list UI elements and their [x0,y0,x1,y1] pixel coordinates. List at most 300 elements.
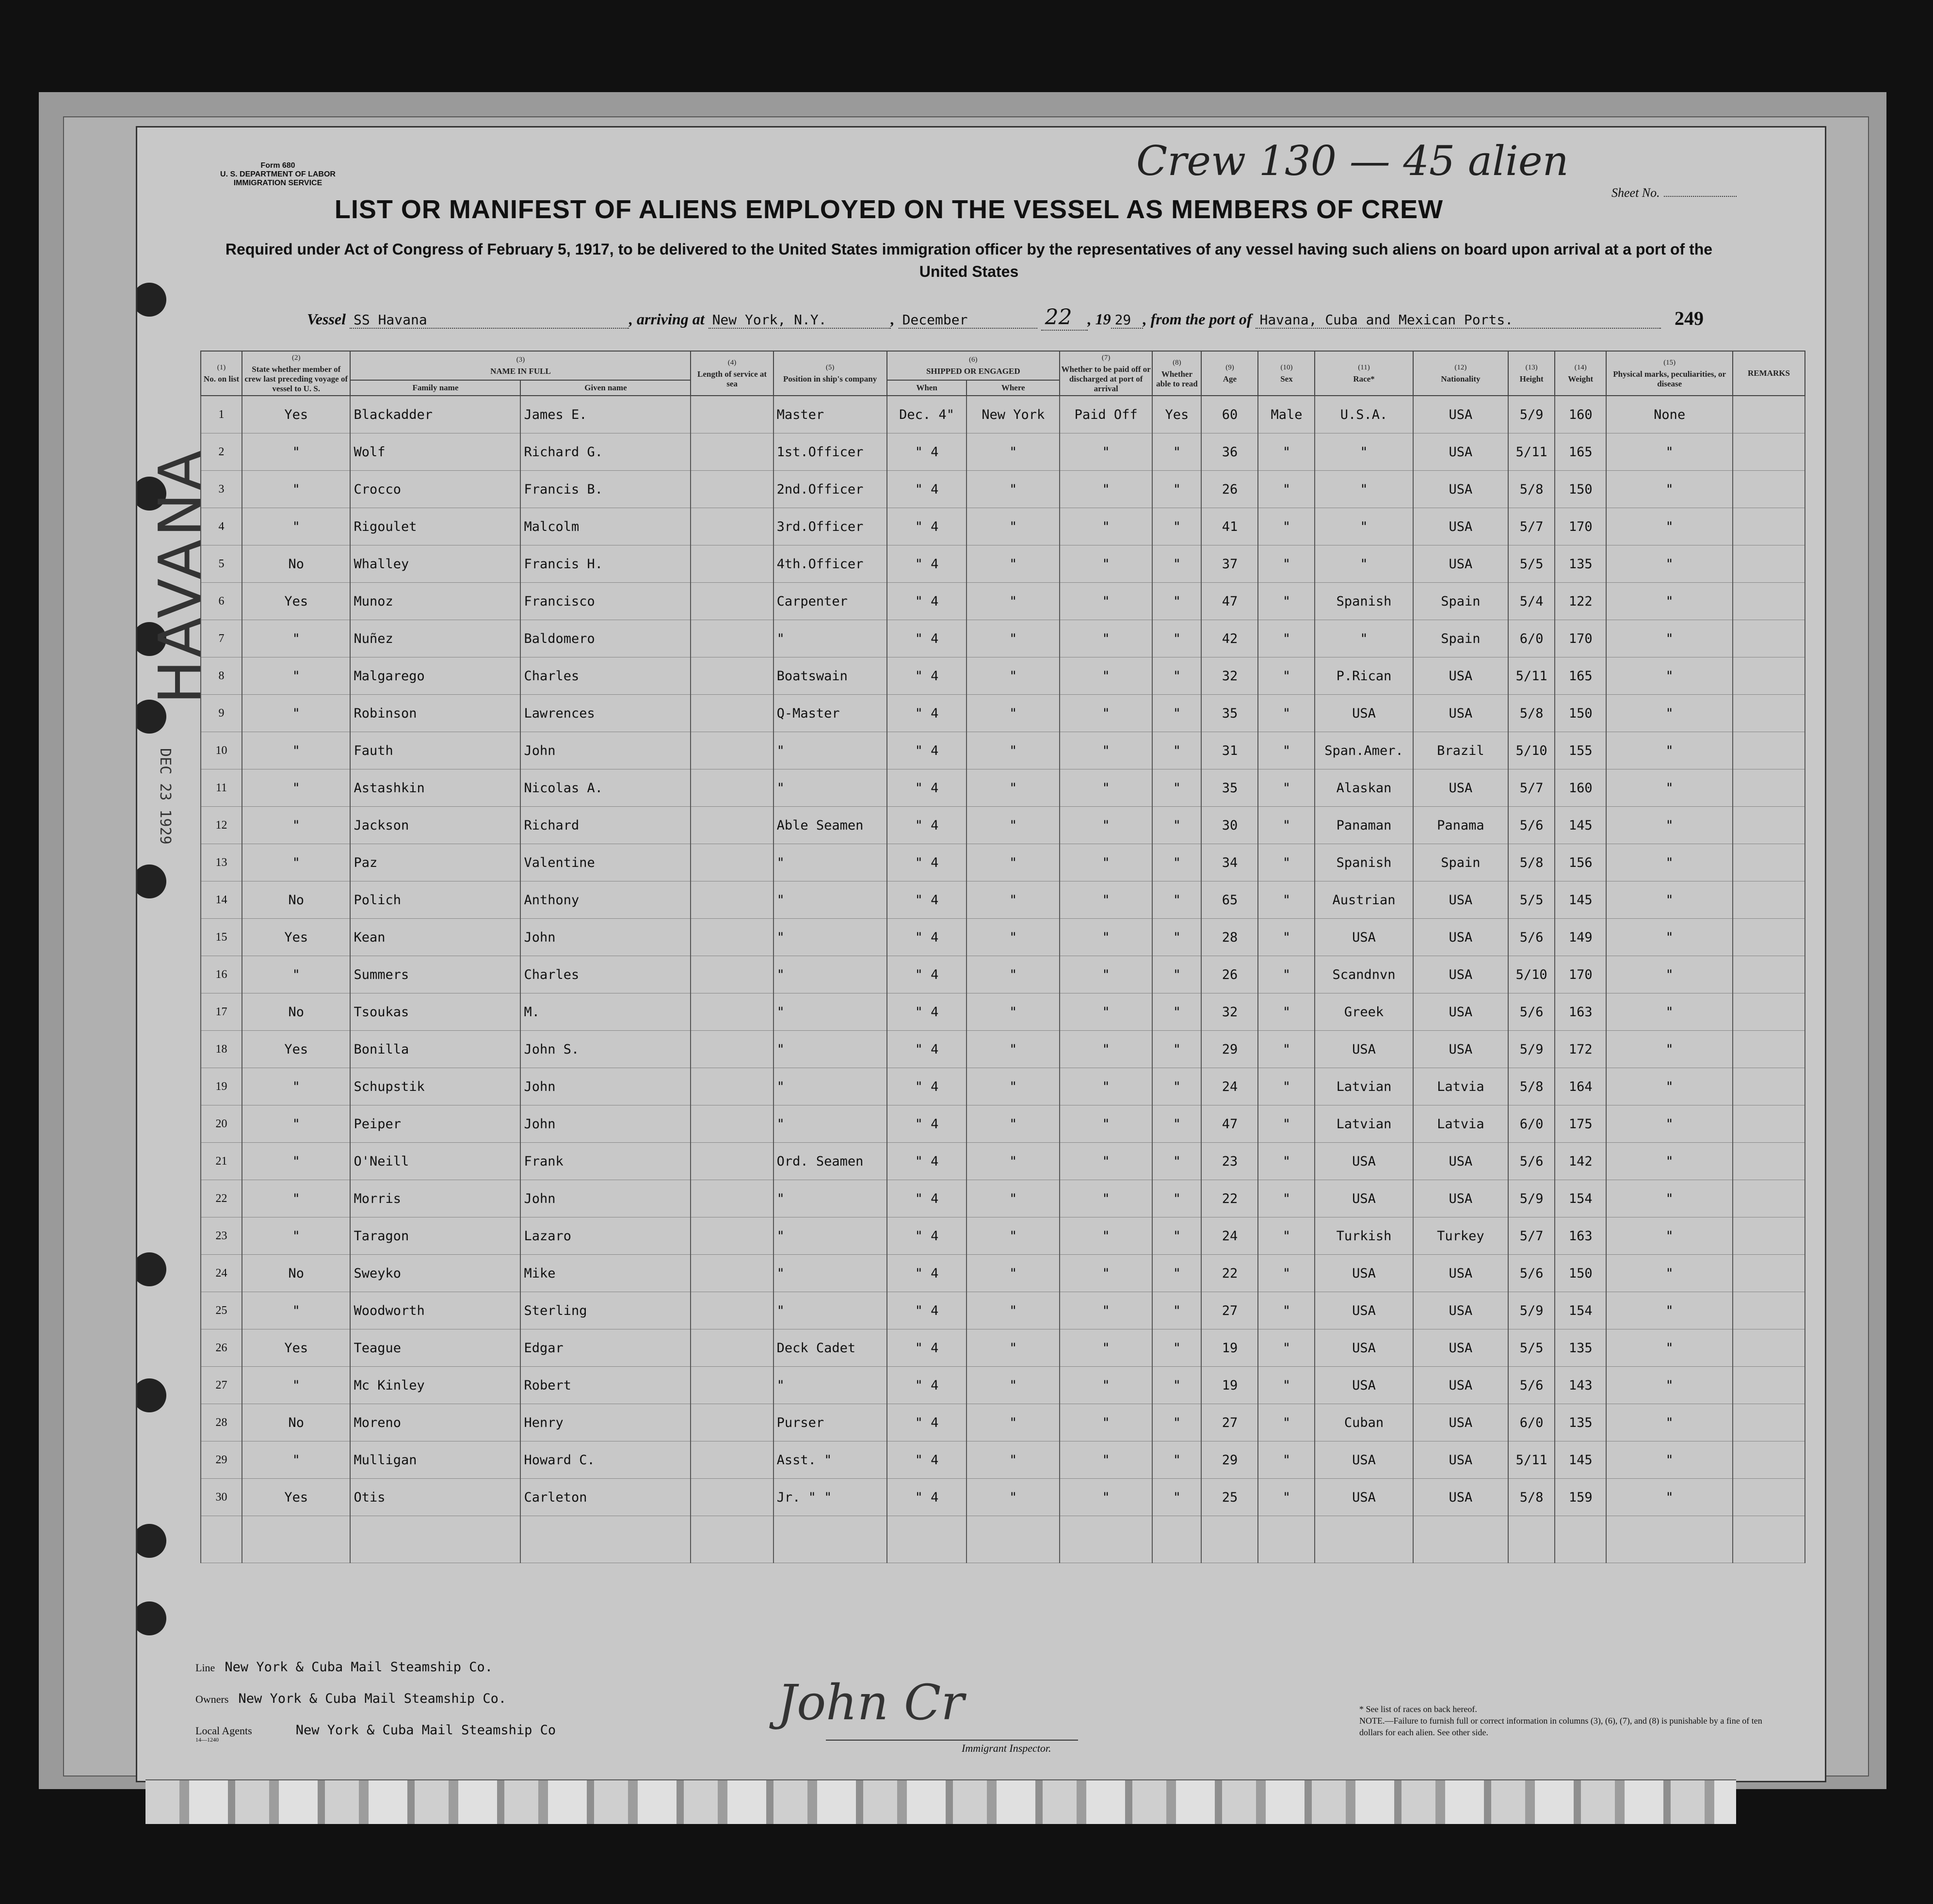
cell-physical-marks: " [1606,844,1733,881]
cell-last-voyage: " [242,1217,350,1255]
form-service: IMMIGRATION SERVICE [233,179,322,187]
table-row [201,1441,1805,1479]
cell-last-voyage: " [242,433,350,471]
cell-given-name: John [520,1180,691,1217]
cell-race: P.Rican [1315,657,1413,695]
cell-can-read: " [1152,620,1201,657]
cell-weight: 135 [1555,545,1606,583]
cell-when: " 4 [887,695,967,732]
cell-weight: 150 [1555,471,1606,508]
cell-no: 6 [201,583,242,620]
table-row [201,807,1805,844]
cell-given-name: John S. [520,1031,691,1068]
cell-when: " 4 [887,583,967,620]
cell-sex: " [1258,1329,1315,1367]
table-row [201,1292,1805,1329]
cell-race: Spanish [1315,844,1413,881]
cell-position: " [773,1180,887,1217]
cell-height: 5/10 [1508,956,1555,993]
cell-remarks [1733,1105,1805,1143]
table-row [201,1479,1805,1516]
cell-where: " [966,1031,1059,1068]
cell-can-read: " [1152,844,1201,881]
cell-weight: 165 [1555,433,1606,471]
cell-race: USA [1315,1441,1413,1479]
cell-sex: " [1258,1255,1315,1292]
cell-can-read: " [1152,881,1201,919]
cell-where: " [966,769,1059,807]
cell-weight: 170 [1555,956,1606,993]
cell-race: U.S.A. [1315,396,1413,433]
cell-remarks [1733,1180,1805,1217]
cell-family-name: Mulligan [350,1441,520,1479]
cell-height: 5/9 [1508,1180,1555,1217]
cell-where: " [966,807,1059,844]
vessel-line: Vessel SS Havana , arriving at New York, N.Y. , December 22 , 19 29 , from the port of Havana, Cuba and Mexican Ports. [307,305,1826,331]
cell-physical-marks: " [1606,1367,1733,1404]
cell-sex: " [1258,508,1315,545]
cell-position: " [773,1292,887,1329]
cell-where: " [966,1479,1059,1516]
cell-height: 5/8 [1508,1479,1555,1516]
cell-nationality: USA [1413,1031,1509,1068]
blank-row [201,1516,1805,1563]
cell-last-voyage: No [242,1404,350,1441]
cell-paid-off: Paid Off [1060,396,1152,433]
cell-nationality: Spain [1413,583,1509,620]
cell-can-read: " [1152,919,1201,956]
cell-nationality: USA [1413,1404,1509,1441]
cell-no: 19 [201,1068,242,1105]
cell-height: 5/9 [1508,396,1555,433]
cell-where: " [966,471,1059,508]
cell-can-read: " [1152,993,1201,1031]
cell-when: " 4 [887,769,967,807]
cell-position: Master [773,396,887,433]
cell-paid-off: " [1060,1479,1152,1516]
col-header-paid-off: (7) Whether to be paid off or discharged at port of arrival [1060,351,1152,396]
cell-height: 5/10 [1508,732,1555,769]
cell-nationality: USA [1413,433,1509,471]
table-row [201,844,1805,881]
cell-position: 4th.Officer [773,545,887,583]
cell-when: " 4 [887,471,967,508]
table-row [201,1105,1805,1143]
cell-age: 27 [1201,1404,1258,1441]
cell-given-name: John [520,1068,691,1105]
cell-paid-off: " [1060,1068,1152,1105]
table-row [201,1068,1805,1105]
cell-where: " [966,1404,1059,1441]
arrival-month: December [899,312,1037,329]
table-row [201,1143,1805,1180]
table-row [201,1217,1805,1255]
cell-race: Latvian [1315,1105,1413,1143]
cell-no: 27 [201,1367,242,1404]
table-row [201,993,1805,1031]
cell-last-voyage: " [242,1441,350,1479]
cell-paid-off: " [1060,1329,1152,1367]
cell-paid-off: " [1060,844,1152,881]
cell-position: " [773,1217,887,1255]
owners-label: Owners [195,1693,229,1705]
cell-remarks [1733,807,1805,844]
cell-race: USA [1315,919,1413,956]
footer-agents-row [195,1723,556,1738]
cell-physical-marks: " [1606,1292,1733,1329]
cell-family-name: Moreno [350,1404,520,1441]
cell-sex: " [1258,620,1315,657]
cell-height: 5/6 [1508,919,1555,956]
col-header-name: (3) NAME IN FULL [350,351,691,380]
cell-race: Panaman [1315,807,1413,844]
cell-last-voyage: " [242,620,350,657]
cell-race: USA [1315,1255,1413,1292]
cell-family-name: Whalley [350,545,520,583]
cell-height: 6/0 [1508,1105,1555,1143]
cell-where: New York [966,396,1059,433]
cell-remarks [1733,508,1805,545]
cell-given-name: Francis B. [520,471,691,508]
cell-can-read: " [1152,433,1201,471]
cell-given-name: Richard G. [520,433,691,471]
cell-given-name: Malcolm [520,508,691,545]
cell-age: 34 [1201,844,1258,881]
cell-when: " 4 [887,1292,967,1329]
cell-no: 3 [201,471,242,508]
cell-position: " [773,1031,887,1068]
cell-when: " 4 [887,433,967,471]
agents-label: Local Agents [195,1725,252,1737]
cell-age: 19 [1201,1367,1258,1404]
cell-family-name: Munoz [350,583,520,620]
cell-can-read: " [1152,657,1201,695]
cell-last-voyage: " [242,1143,350,1180]
cell-last-voyage: " [242,769,350,807]
cell-paid-off: " [1060,433,1152,471]
table-row [201,545,1805,583]
cell-paid-off: " [1060,1105,1152,1143]
cell-family-name: Teague [350,1329,520,1367]
cell-given-name: Charles [520,956,691,993]
cell-when: " 4 [887,732,967,769]
cell-no: 5 [201,545,242,583]
cell-paid-off: " [1060,1180,1152,1217]
cell-height: 6/0 [1508,1404,1555,1441]
cell-given-name: Nicolas A. [520,769,691,807]
cell-nationality: Spain [1413,620,1509,657]
table-row [201,1404,1805,1441]
cell-where: " [966,993,1059,1031]
table-row [201,433,1805,471]
cell-where: " [966,1143,1059,1180]
cell-paid-off: " [1060,769,1152,807]
cell-paid-off: " [1060,545,1152,583]
table-row [201,583,1805,620]
table-row [201,508,1805,545]
cell-no: 4 [201,508,242,545]
cell-last-voyage: " [242,1105,350,1143]
cell-race: " [1315,471,1413,508]
cell-race: USA [1315,1031,1413,1068]
cell-no: 8 [201,657,242,695]
cell-family-name: Robinson [350,695,520,732]
cell-service-length [691,1180,773,1217]
cell-nationality: USA [1413,1255,1509,1292]
cell-paid-off: " [1060,1367,1152,1404]
cell-race: USA [1315,1143,1413,1180]
departure-port: Havana, Cuba and Mexican Ports. [1256,312,1661,329]
cell-service-length [691,919,773,956]
cell-family-name: Bonilla [350,1031,520,1068]
col-header-physical-marks: (15) Physical marks, peculiarities, or disease [1606,351,1733,396]
cell-position: Carpenter [773,583,887,620]
table-row [201,620,1805,657]
cell-weight: 145 [1555,881,1606,919]
cell-nationality: USA [1413,657,1509,695]
cell-height: 5/6 [1508,1367,1555,1404]
agents-value: New York & Cuba Mail Steamship Co [295,1723,556,1738]
cell-age: 26 [1201,471,1258,508]
cell-age: 32 [1201,657,1258,695]
cell-age: 35 [1201,769,1258,807]
col-header-shipped: (6) SHIPPED OR ENGAGED [887,351,1060,380]
cell-weight: 149 [1555,919,1606,956]
cell-race: " [1315,508,1413,545]
cell-height: 5/6 [1508,1143,1555,1180]
cell-when: " 4 [887,844,967,881]
cell-family-name: Crocco [350,471,520,508]
cell-when: " 4 [887,1143,967,1180]
cell-given-name: John [520,1105,691,1143]
cell-service-length [691,583,773,620]
cell-given-name: Carleton [520,1479,691,1516]
cell-physical-marks: " [1606,1329,1733,1367]
col-header-height: (13) Height [1508,351,1555,396]
cell-position: Ord. Seamen [773,1143,887,1180]
cell-when: " 4 [887,993,967,1031]
cell-can-read: " [1152,769,1201,807]
cell-no: 18 [201,1031,242,1068]
year-suffix: 29 [1111,312,1143,329]
cell-can-read: " [1152,508,1201,545]
cell-age: 30 [1201,807,1258,844]
manifest-table [200,351,1805,1563]
cell-sex: " [1258,471,1315,508]
cell-family-name: Astashkin [350,769,520,807]
cell-sex: " [1258,1217,1315,1255]
cell-last-voyage: No [242,545,350,583]
cell-when: " 4 [887,1329,967,1367]
cell-nationality: USA [1413,471,1509,508]
cell-service-length [691,1255,773,1292]
cell-sex: " [1258,1367,1315,1404]
cell-sex: " [1258,993,1315,1031]
cell-where: " [966,1292,1059,1329]
cell-weight: 165 [1555,657,1606,695]
cell-where: " [966,1217,1059,1255]
cell-sex: " [1258,1479,1315,1516]
cell-physical-marks: " [1606,545,1733,583]
cell-no: 22 [201,1180,242,1217]
cell-sex: " [1258,1143,1315,1180]
table-row [201,1329,1805,1367]
cell-no: 29 [201,1441,242,1479]
cell-given-name: John [520,732,691,769]
cell-nationality: USA [1413,396,1509,433]
cell-paid-off: " [1060,993,1152,1031]
cell-race: USA [1315,1292,1413,1329]
cell-where: " [966,1329,1059,1367]
cell-physical-marks: " [1606,919,1733,956]
cell-position: " [773,1367,887,1404]
cell-family-name: Sweyko [350,1255,520,1292]
cell-last-voyage: " [242,471,350,508]
cell-paid-off: " [1060,1217,1152,1255]
cell-remarks [1733,657,1805,695]
cell-position: " [773,844,887,881]
cell-when: " 4 [887,508,967,545]
cell-physical-marks: " [1606,807,1733,844]
cell-service-length [691,657,773,695]
cell-where: " [966,1105,1059,1143]
cell-nationality: USA [1413,1479,1509,1516]
cell-last-voyage: Yes [242,583,350,620]
cell-physical-marks: " [1606,881,1733,919]
cell-age: 65 [1201,881,1258,919]
cell-no: 23 [201,1217,242,1255]
cell-weight: 154 [1555,1292,1606,1329]
races-note: * See list of races on back hereof. [1359,1704,1477,1714]
cell-physical-marks: " [1606,993,1733,1031]
cell-weight: 156 [1555,844,1606,881]
cell-race: Scandnvn [1315,956,1413,993]
cell-given-name: Anthony [520,881,691,919]
line-label: Line [195,1662,215,1674]
cell-age: 32 [1201,993,1258,1031]
cell-family-name: Polich [350,881,520,919]
cell-height: 5/7 [1508,769,1555,807]
cell-sex: " [1258,732,1315,769]
cell-service-length [691,1367,773,1404]
cell-race: Greek [1315,993,1413,1031]
cell-where: " [966,657,1059,695]
cell-sex: " [1258,1068,1315,1105]
cell-no: 7 [201,620,242,657]
cell-remarks [1733,396,1805,433]
cell-when: " 4 [887,1367,967,1404]
cell-race: " [1315,620,1413,657]
cell-family-name: Blackadder [350,396,520,433]
cell-position: " [773,881,887,919]
cell-height: 5/4 [1508,583,1555,620]
cell-nationality: USA [1413,1367,1509,1404]
cell-weight: 154 [1555,1180,1606,1217]
cell-nationality: USA [1413,695,1509,732]
cell-race: Span.Amer. [1315,732,1413,769]
cell-service-length [691,396,773,433]
cell-age: 24 [1201,1068,1258,1105]
cell-paid-off: " [1060,471,1152,508]
cell-age: 35 [1201,695,1258,732]
col-header-sex: (10) Sex [1258,351,1315,396]
cell-remarks [1733,545,1805,583]
cell-position: Asst. " [773,1441,887,1479]
cell-paid-off: " [1060,807,1152,844]
cell-age: 60 [1201,396,1258,433]
cell-when: " 4 [887,1180,967,1217]
cell-weight: 143 [1555,1367,1606,1404]
cell-remarks [1733,1255,1805,1292]
cell-age: 25 [1201,1479,1258,1516]
cell-no: 13 [201,844,242,881]
cell-height: 5/5 [1508,545,1555,583]
cell-family-name: Mc Kinley [350,1367,520,1404]
cell-last-voyage: No [242,1255,350,1292]
cell-position: Boatswain [773,657,887,695]
cell-family-name: Wolf [350,433,520,471]
cell-height: 5/11 [1508,1441,1555,1479]
date-stamp: DEC 23 1929 [157,748,174,845]
cell-remarks [1733,1404,1805,1441]
cell-sex: " [1258,695,1315,732]
cell-service-length [691,545,773,583]
cell-nationality: Brazil [1413,732,1509,769]
cell-remarks [1733,844,1805,881]
cell-weight: 122 [1555,583,1606,620]
cell-paid-off: " [1060,732,1152,769]
cell-sex: " [1258,1292,1315,1329]
col-header-given-name: Given name [520,380,691,396]
cell-remarks [1733,919,1805,956]
cell-service-length [691,881,773,919]
cell-age: 22 [1201,1180,1258,1217]
cell-when: " 4 [887,1068,967,1105]
cell-physical-marks: " [1606,769,1733,807]
cell-sex: " [1258,1441,1315,1479]
cell-physical-marks: " [1606,1143,1733,1180]
cell-age: 29 [1201,1031,1258,1068]
cell-position: 3rd.Officer [773,508,887,545]
cell-given-name: Richard [520,807,691,844]
cell-when: " 4 [887,807,967,844]
cell-when: " 4 [887,881,967,919]
cell-paid-off: " [1060,1441,1152,1479]
cell-paid-off: " [1060,620,1152,657]
cell-nationality: Panama [1413,807,1509,844]
cell-position: " [773,1255,887,1292]
cell-physical-marks: " [1606,1180,1733,1217]
cell-physical-marks: " [1606,1479,1733,1516]
cell-paid-off: " [1060,881,1152,919]
signature-line [826,1740,1078,1741]
cell-can-read: " [1152,1292,1201,1329]
cell-given-name: Howard C. [520,1441,691,1479]
cell-when: " 4 [887,1031,967,1068]
cell-position: 2nd.Officer [773,471,887,508]
col-header-race: (11) Race* [1315,351,1413,396]
cell-family-name: Paz [350,844,520,881]
cell-given-name: Francis H. [520,545,691,583]
cell-race: " [1315,433,1413,471]
footer-form-code: 14—1240 [195,1736,219,1743]
cell-weight: 170 [1555,508,1606,545]
cell-nationality: USA [1413,769,1509,807]
cell-family-name: Morris [350,1180,520,1217]
cell-nationality: Latvia [1413,1068,1509,1105]
cell-weight: 160 [1555,769,1606,807]
cell-when: " 4 [887,1404,967,1441]
